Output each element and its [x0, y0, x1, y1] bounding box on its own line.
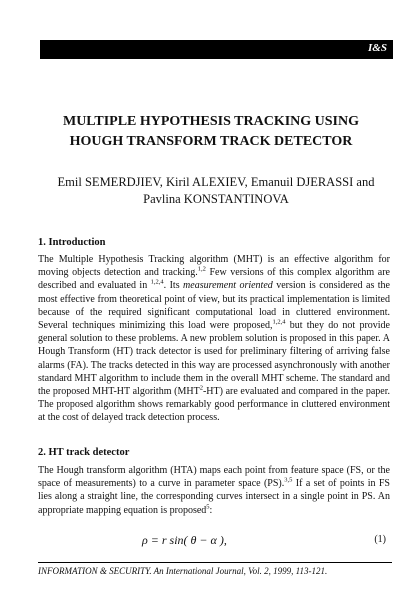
intro-text-1: The Multiple Hypothesis Tracking algorithm (MHT) is an effective algorithm for moving objects detection and tracking.: [38, 254, 390, 279]
intro-text-3: . Its: [163, 280, 184, 292]
superscript: 2: [199, 384, 203, 392]
paper-authors: [40, 174, 392, 208]
introduction-paragraph: [38, 253, 390, 425]
intro-emphasis: measurement oriented: [183, 280, 273, 292]
citation-superscript: 1,2,4: [272, 318, 286, 326]
s2-text-3: :: [209, 504, 213, 516]
paper-title: [30, 112, 392, 152]
journal-tag: I&S: [368, 42, 387, 54]
s2-text-2: If a set of points in FS lies along a straight line, the corresponding curves intersect in a single point in PS. An appropriate mapping equation is proposed: [38, 478, 390, 516]
intro-text-6: -HT) are evaluated and compared in the paper. The proposed algorithm shows remarkably good performance in cluttered environment at the cost of delayed track detection process.: [38, 386, 390, 424]
intro-text-5: but they do not provide general solution to these problems. A new problem solution is proposed in this paper. A Hough Transform (HT) track detector is used for preliminary filtering of arriving false alarms (FA). The tracks detected in this way are processed asynchronously with another standard MHT algorithm to include them in the overall MHT scheme. The standard and the proposed MHT-HT algorithm (MHT: [38, 320, 390, 398]
equation-expression: ρ = r sin( θ − α ),: [142, 533, 227, 547]
section-heading-ht-track-detector: 2. HT track detector: [38, 447, 130, 458]
citation-superscript: 5: [206, 503, 210, 511]
journal-header-bar: [40, 40, 393, 59]
title-line-1: MULTIPLE HYPOTHESIS TRACKING USING: [62, 114, 360, 129]
ht-track-detector-paragraph: [38, 464, 390, 517]
citation-superscript: 1,2,4: [150, 279, 164, 287]
intro-text-4: version is considered as the most effective from theoretical point of view, but its practical implementation is limited because of the required significant computational load in cluttered environment. Several techniques minimizing this load were proposed,: [38, 280, 390, 332]
equation-1: [38, 533, 390, 553]
citation-superscript: 1,2: [197, 265, 206, 273]
intro-text-2: Few versions of this complex algorithm are described and evaluated in: [38, 267, 390, 292]
authors-line-1: Emil SEMERDJIEV, Kiril ALEXIEV, Emanuil DJERASSI and: [57, 175, 375, 189]
journal-citation-footer: INFORMATION & SECURITY. An International Journal, Vol. 2, 1999, 113-121.: [38, 566, 328, 576]
equation-number: (1): [374, 534, 386, 545]
citation-superscript: 3,5: [284, 476, 293, 484]
section-heading-introduction: 1. Introduction: [38, 237, 106, 248]
authors-line-2: Pavlina KONSTANTINOVA: [143, 192, 289, 206]
title-line-2: HOUGH TRANSFORM TRACK DETECTOR: [69, 134, 353, 149]
s2-text-1: The Hough transform algorithm (HTA) maps each point from feature space (FS, or the space of measurements) to a curve in parameter space (PS).: [38, 465, 390, 490]
footer-divider: [38, 562, 392, 563]
